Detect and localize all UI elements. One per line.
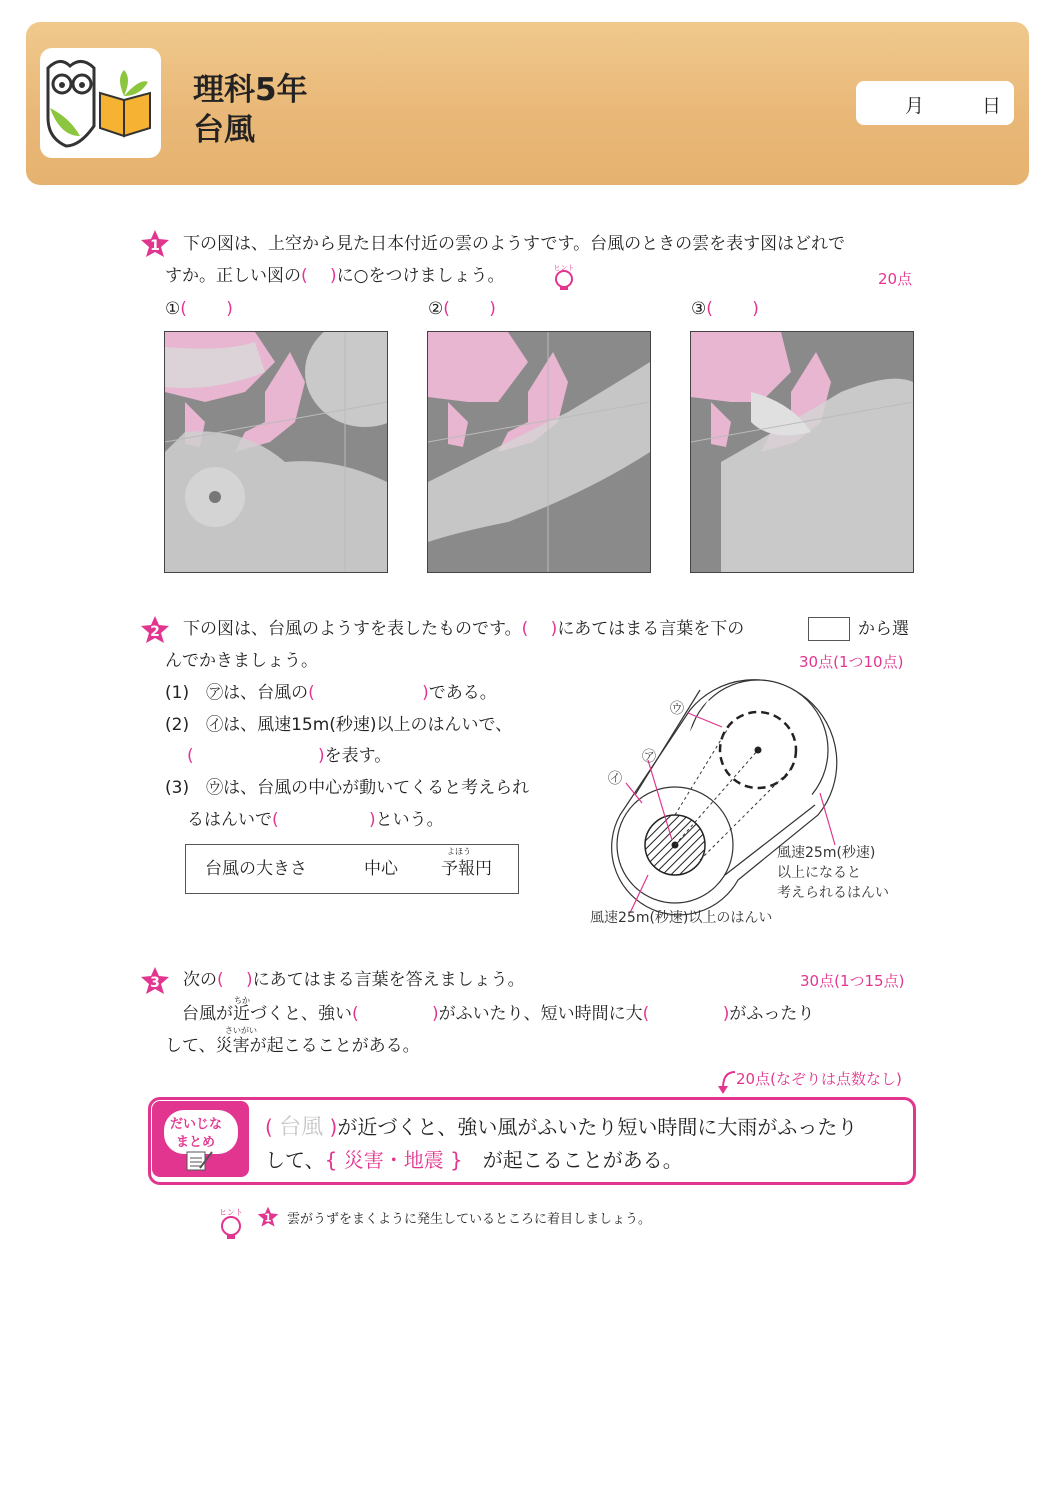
q1-text-line2 — [165, 266, 505, 286]
svg-text:㋑: ㋑ — [608, 771, 622, 787]
q2-text-line1 — [183, 619, 744, 639]
q2-item1-answer[interactable]: ( ) — [308, 683, 429, 703]
q2-item3-answer[interactable]: ( ) — [272, 810, 376, 830]
q3-body-line1: 台風が近づくと、強い( )がふいたり、短い時間に大( )がふったり — [165, 1004, 815, 1024]
svg-text:ヒント: ヒント — [219, 1208, 243, 1217]
svg-text:風速25m(秒速)以上のはんい: 風速25m(秒速)以上のはんい — [590, 910, 773, 926]
q1-points: 20点 — [878, 270, 913, 288]
hint-bulb-icon — [548, 262, 580, 292]
svg-text:㋒: ㋒ — [670, 701, 684, 717]
svg-text:ヒント: ヒント — [553, 264, 575, 272]
svg-text:考えられるはんい: 考えられるはんい — [777, 885, 889, 901]
word-choice-2: 中心 — [364, 859, 398, 879]
q1-text-line1: 下の図は、上空から見た日本付近の雲のようすです。台風のときの雲を表す図はどれで — [183, 234, 846, 254]
q3-body-line2: して、災害が起こることがある。 — [165, 1036, 420, 1056]
summary-tag-line1: だいじな — [170, 1117, 223, 1132]
q1-option-1-label[interactable]: ①( ) — [165, 299, 233, 319]
q2-text-line2: んでかきましょう。 — [165, 651, 318, 671]
arrow-down-icon — [717, 1068, 737, 1096]
summary-choice[interactable]: { 災害・地震 } — [324, 1148, 463, 1172]
typhoon-diagram — [590, 675, 920, 930]
page-title-subject: 理科5年 — [193, 72, 308, 108]
summary-line2: して、{ 災害・地震 } が起こることがある。 — [265, 1148, 683, 1172]
word-choice-3-ruby: よほう — [447, 847, 471, 856]
svg-text:風速25m(秒速): 風速25m(秒速) — [777, 845, 876, 861]
svg-text:1: 1 — [264, 1212, 272, 1225]
word-choice-1: 台風の大きさ — [205, 859, 307, 879]
page-title-topic: 台風 — [193, 112, 255, 148]
summary-tag-line2: まとめ — [176, 1135, 216, 1150]
q3-points: 30点(1つ15点) — [800, 972, 905, 990]
owl-book-logo — [40, 48, 161, 158]
q3-answer-2[interactable]: ( ) — [642, 1004, 730, 1024]
question-2-badge — [140, 615, 170, 645]
q2-text-b: にあてはまる言葉を下の — [557, 619, 745, 639]
q3-ruby-saigai: さいがい — [225, 1026, 257, 1035]
svg-text:1: 1 — [150, 238, 160, 254]
q1-text-a: すか。正しい図の — [165, 266, 301, 286]
q2-item2-answer[interactable]: ( ) — [187, 746, 325, 766]
question-1-badge — [140, 229, 170, 259]
svg-text:以上になると: 以上になると — [777, 865, 861, 881]
q2-text-a: 下の図は、台風のようすを表したものです。 — [183, 619, 522, 639]
word-choice-3: 予報円 — [441, 859, 492, 879]
svg-text:2: 2 — [150, 624, 160, 640]
summary-score-note: 20点(なぞりは点数なし) — [736, 1070, 902, 1088]
q1-option-3-label[interactable]: ③( ) — [691, 299, 759, 319]
q1-paren: ( ) — [301, 266, 337, 286]
q2-word-box-icon — [808, 617, 850, 641]
svg-text:3: 3 — [150, 975, 160, 991]
satellite-image-2 — [427, 331, 651, 573]
q3-ruby-chika: ちか — [234, 996, 250, 1005]
q1-option-2-label[interactable]: ②( ) — [428, 299, 496, 319]
q2-item-2-line2: ( )を表す。 — [187, 746, 392, 766]
svg-text:㋐: ㋐ — [642, 749, 656, 765]
satellite-image-typhoon — [164, 331, 388, 573]
summary-line1: ( 台風 )が近づくと、強い風がふいたり短い時間に大雨がふったり — [265, 1115, 858, 1140]
q2-points: 30点(1つ10点) — [799, 653, 904, 671]
day-label: 日 — [982, 95, 1002, 117]
q3-answer-1[interactable]: ( ) — [352, 1004, 439, 1024]
q3-text-line1: 次の( )にあてはまる言葉を答えましょう。 — [183, 970, 525, 990]
q2-item-3: (3) ㋒は、台風の中心が動いてくると考えられ — [165, 778, 530, 798]
q2-item-1: (1) ㋐は、台風の( )である。 — [165, 683, 497, 703]
q1-text-b: に○をつけましょう。 — [336, 266, 505, 286]
hint-bulb-icon-footer — [212, 1206, 250, 1240]
q2-item-2: (2) ㋑は、風速15m(秒速)以上のはんいで、 — [165, 715, 513, 735]
summary-trace-word[interactable]: 台風 — [279, 1115, 324, 1140]
satellite-image-3 — [690, 331, 914, 573]
q2-item-3-line2: るはんいで( )という。 — [187, 810, 444, 830]
hint-number-badge — [257, 1206, 279, 1228]
q2-text-c: から選 — [858, 619, 909, 639]
hint-footer-text: 雲がうずをまくように発生しているところに着目しましょう。 — [287, 1212, 652, 1227]
question-3-badge — [140, 966, 170, 996]
month-label: 月 — [905, 95, 925, 117]
notepad-pen-icon — [186, 1148, 214, 1172]
q2-paren: ( ) — [521, 619, 558, 639]
